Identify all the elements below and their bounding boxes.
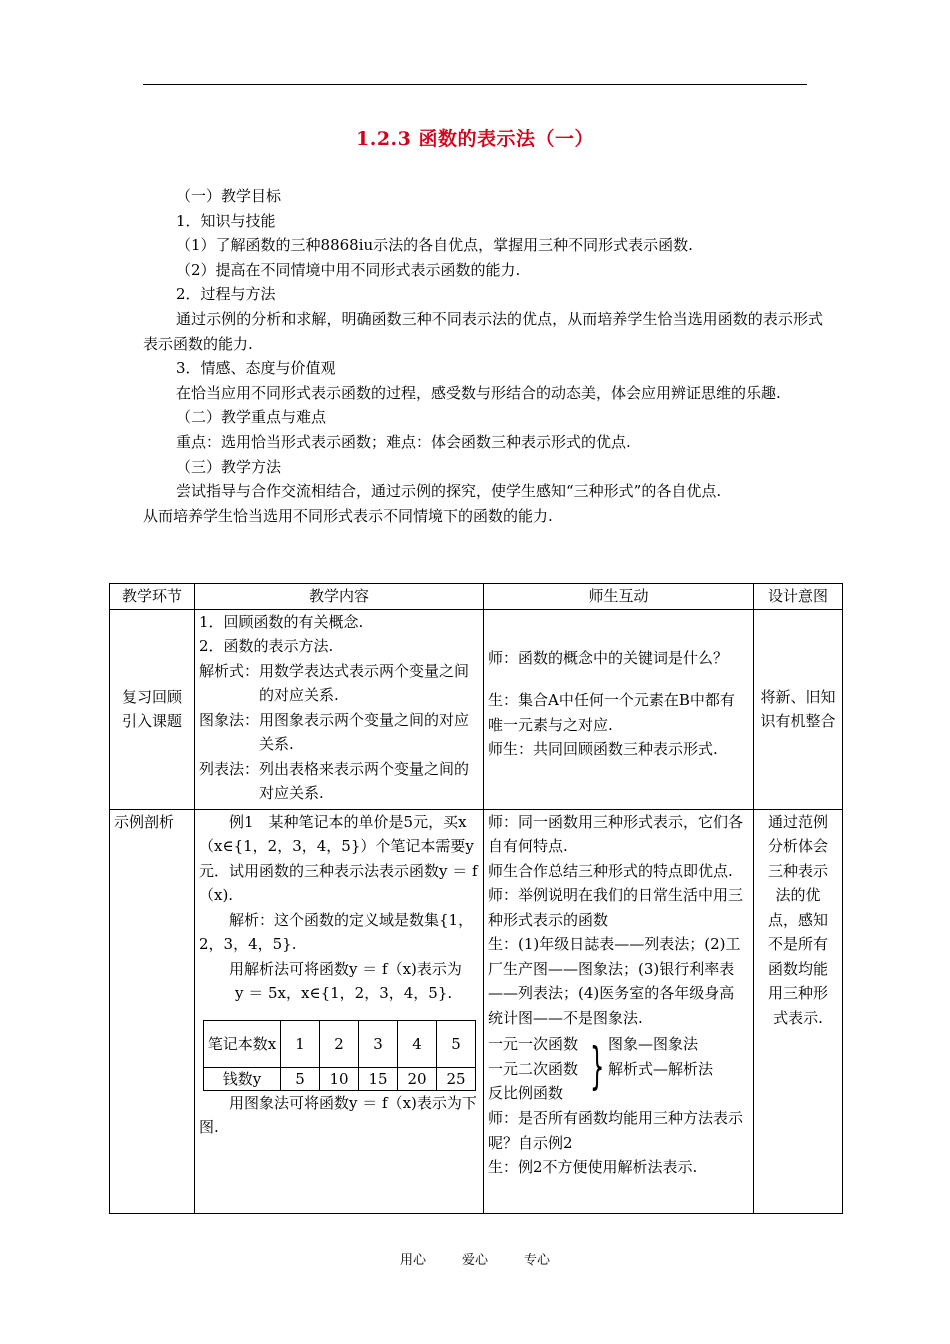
example-text: 例1 某种笔记本的单价是5元，买x（x∈{1，2，3，4，5}）个笔记本需要y元．试用函数的三种表示法表示函数y ＝ f（x). xyxy=(199,812,478,904)
intro-p6: 通过示例的分析和求解，明确函数三种不同表示法的优点，从而培养学生恰当选用函数的表示形式表示函数的能力. xyxy=(143,309,823,353)
brace-right-item: 图象—图象法 xyxy=(608,1035,699,1053)
footer-item: 用心 xyxy=(399,1253,426,1268)
intro-p2: 1．知识与技能 xyxy=(176,211,276,230)
page-footer xyxy=(0,1249,950,1268)
header-rule xyxy=(143,84,807,85)
row2-intent-text: 通过范例分析体会三种表示法的优点，感知不是所有函数均能用三种形式表示. xyxy=(767,812,828,1027)
footer-item: 专心 xyxy=(524,1253,551,1268)
analysis-text-1: 解析：这个函数的定义域是数集{1，2，3，4，5}. xyxy=(199,910,474,953)
brace-left-item: 反比例函数 xyxy=(488,1084,564,1102)
header-interaction: 师生互动 xyxy=(484,584,754,610)
value-cell: 5 xyxy=(437,1020,476,1067)
row1-interaction-line: 师生：共同回顾函数三种表示形式. xyxy=(488,740,718,758)
intro-p8: 在恰当应用不同形式表示函数的过程，感受数与形结合的动态美，体会应用辨证思维的乐趣. xyxy=(176,383,781,402)
intro-p5: 2．过程与方法 xyxy=(176,285,276,304)
brace-left-list xyxy=(488,1032,578,1106)
row1-section xyxy=(110,609,195,809)
row2-interaction-line: 师生合作总结三种形式的特点即优点. xyxy=(488,861,733,880)
header-section: 教学环节 xyxy=(110,584,195,610)
row1-interaction xyxy=(484,609,754,809)
intro-p10: 重点：选用恰当形式表示函数；难点：体会函数三种表示形式的优点. xyxy=(176,432,631,451)
row1-intent xyxy=(754,609,843,809)
lesson-table xyxy=(109,583,843,1214)
footer-item: 爱心 xyxy=(461,1253,488,1268)
brace-left-item: 一元一次函数 xyxy=(488,1035,579,1053)
brace-icon: } xyxy=(590,1037,605,1095)
value-cell: 1 xyxy=(281,1020,320,1067)
value-label-y: 钱数y xyxy=(204,1067,281,1090)
value-cell: 20 xyxy=(398,1067,437,1090)
table-row xyxy=(110,809,843,1213)
brace-right-list xyxy=(608,1032,713,1081)
intro-p1: （一）教学目标 xyxy=(176,187,282,205)
row1-content-line: 列表法：列出表格来表示两个变量之间的对应关系. xyxy=(199,759,470,802)
intro-section xyxy=(143,184,823,528)
row2-section: 示例剖析 xyxy=(110,809,195,1213)
intro-p4: （2）提高在不同情境中用不同形式表示函数的能力. xyxy=(176,260,521,279)
intro-p11: （三）教学方法 xyxy=(176,457,282,476)
row1-intent-text: 将新、旧知识有机整合 xyxy=(760,687,836,730)
value-cell: 2 xyxy=(320,1020,359,1067)
intro-p9: （二）教学重点与难点 xyxy=(176,408,327,427)
value-table-row xyxy=(204,1067,476,1090)
row2-interaction-line: 生：例2不方便使用解析法表示. xyxy=(488,1158,698,1176)
table-row xyxy=(110,609,843,809)
value-cell: 15 xyxy=(359,1067,398,1090)
graph-text: 用图象法可将函数y ＝ f（x)表示为下图. xyxy=(199,1093,477,1136)
row2-interaction-line: 生：(1)年级日誌表——列表法；(2)工厂生产图——图象法；(3)银行利率表——列表法；(4)医务室的各年级身高统计图——不是图象法. xyxy=(488,935,741,1027)
row2-content xyxy=(195,809,484,1213)
brace-left-item: 一元二次函数 xyxy=(488,1059,579,1078)
value-cell: 4 xyxy=(398,1020,437,1067)
formula: y ＝ 5x，x∈{1，2，3，4，5}. xyxy=(235,984,453,1002)
value-table-row xyxy=(204,1020,476,1067)
intro-p3: （1）了解函数的三种8868iu示法的各自优点，掌握用三种不同形式表示函数. xyxy=(176,236,693,255)
row1-interaction-line: 师：函数的概念中的关键词是什么？ xyxy=(488,648,729,667)
row1-content xyxy=(195,609,484,809)
row2-intent xyxy=(754,809,843,1213)
intro-p13: 从而培养学生恰当选用不同形式表示不同情境下的函数的能力. xyxy=(143,506,553,525)
row1-interaction-line: 生：集合A中任何一个元素在B中都有唯一元素与之对应. xyxy=(488,691,735,734)
header-content: 教学内容 xyxy=(195,584,484,610)
row2-interaction-line: 师：是否所有函数均能用三种方法表示呢？自示例2 xyxy=(488,1109,744,1152)
value-cell: 25 xyxy=(437,1067,476,1090)
brace-right-item: 解析式—解析法 xyxy=(608,1059,714,1078)
table-header-row xyxy=(110,584,843,610)
value-cell: 10 xyxy=(320,1067,359,1090)
intro-p12: 尝试指导与合作交流相结合，通过示例的探究，使学生感知“三种形式”的各自优点. xyxy=(176,482,722,501)
row2-interaction-line: 师：举例说明在我们的日常生活中用三种形式表示的函数 xyxy=(488,886,744,929)
row2-interaction xyxy=(484,809,754,1213)
row1-content-line: 1．回顾函数的有关概念. xyxy=(199,612,364,631)
row2-interaction-line: 师：同一函数用三种形式表示，它们各自有何特点. xyxy=(488,812,744,855)
header-intent: 设计意图 xyxy=(754,584,843,610)
row1-content-line: 2．函数的表示方法. xyxy=(199,637,334,655)
row1-section-text: 复习回顾引入课题 xyxy=(121,687,182,730)
function-brace-group xyxy=(488,1032,749,1106)
row1-content-line: 解析式：用数学表达式表示两个变量之间的对应关系. xyxy=(199,661,470,704)
analysis-text-2: 用解析法可将函数y ＝ f（x)表示为 xyxy=(229,959,462,978)
value-table xyxy=(203,1020,476,1091)
row1-content-line: 图象法：用图象表示两个变量之间的对应关系. xyxy=(199,710,470,753)
value-label-x: 笔记本数x xyxy=(204,1020,281,1067)
value-cell: 3 xyxy=(359,1020,398,1067)
page-title: 1.2.3 函数的表示法（一） xyxy=(355,128,594,150)
intro-p7: 3．情感、态度与价值观 xyxy=(176,359,336,378)
value-cell: 5 xyxy=(281,1067,320,1090)
